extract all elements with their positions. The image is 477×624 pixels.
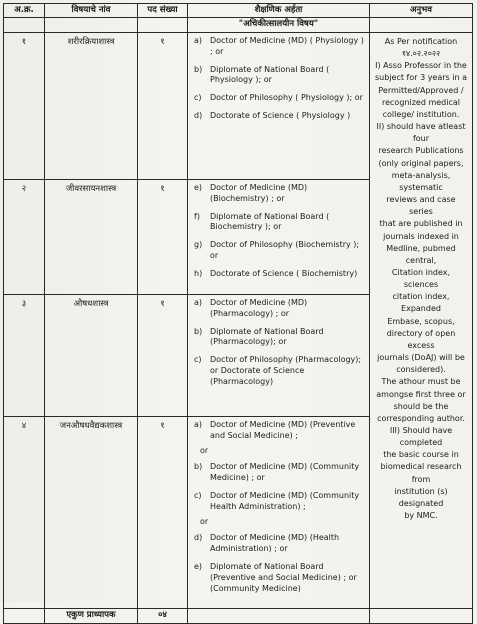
qualification-item — [194, 562, 365, 594]
item-text: Doctor of Medicine (MD) ( Physiology ) ; or — [210, 36, 364, 56]
or-connector: or — [200, 516, 209, 526]
qualification-item — [194, 111, 365, 122]
header-posts: पद संख्या — [138, 4, 188, 18]
header-serial: अ.क्र. — [4, 4, 45, 18]
experience-line: institution (s) designated — [394, 486, 448, 508]
qualification-item — [194, 269, 365, 280]
post-count: १ — [138, 417, 188, 609]
header-row — [4, 4, 473, 18]
header-experience: अनुभव — [370, 4, 473, 18]
qualification-item — [194, 183, 365, 205]
item-marker: d) — [194, 533, 203, 543]
experience-line: I) Asso Professor in the — [375, 61, 467, 71]
qualification-item — [194, 36, 365, 58]
item-marker: b) — [194, 326, 203, 336]
subheading-row — [4, 18, 473, 33]
qualification-item — [194, 212, 365, 234]
item-marker: a) — [194, 420, 203, 429]
qualification-item — [194, 65, 365, 87]
subject-name: औषधशास्त्र — [45, 295, 138, 417]
item-marker: c) — [194, 490, 202, 500]
item-text: Doctorate of Science ( Biochemistry) — [210, 268, 358, 278]
item-marker: e) — [194, 183, 203, 192]
item-text: Diplomate of National Board (Pharmacology); or — [210, 326, 324, 347]
item-marker: c) — [194, 93, 202, 103]
item-text: Doctor of Philosophy (Pharmacology); or Doctorate of Science (Pharmacology) — [210, 355, 362, 386]
experience-line: Medline, pubmed central, — [386, 243, 456, 265]
experience-line: III) Should have completed — [389, 426, 453, 448]
item-text: Doctor of Medicine (MD) (Preventive and Social Medicine) ; — [210, 420, 356, 440]
item-marker: e) — [194, 561, 203, 571]
post-count: १ — [138, 180, 188, 295]
subject-name: शरीरक्रियाशास्त्र — [45, 33, 138, 180]
experience-line: subject for 3 years in a — [374, 73, 467, 83]
item-marker: a) — [194, 298, 203, 307]
or-connector: or — [200, 445, 209, 455]
item-text: Doctor of Medicine (MD) (Community Medicine) ; or — [210, 462, 360, 483]
experience-line: the basic course in — [383, 450, 459, 460]
qualification-item — [194, 355, 365, 387]
experience-line: citation index, Expanded — [392, 292, 450, 314]
experience-line: The athour must be — [381, 377, 461, 387]
experience-line: Permitted/Approved / — [378, 85, 464, 95]
experience-line: journals (DoAJ) will be — [377, 353, 465, 363]
experience-line: research Publications — [378, 146, 464, 156]
experience-line: Citation index, sciences — [391, 267, 451, 290]
item-text: Doctor of Medicine (MD) (Biochemistry) ; or — [210, 183, 308, 203]
header-subject: विषयाचे नांव — [45, 4, 138, 18]
qualification-table — [3, 3, 473, 624]
qualification-item — [194, 93, 365, 104]
item-text: Doctor of Medicine (MD) (Community Health Administration) ; — [210, 490, 360, 511]
qualification-item — [194, 491, 365, 513]
experience-line: corresponding author. — [377, 413, 465, 423]
serial-number: १ — [4, 33, 45, 180]
qualification-list — [188, 180, 370, 295]
subject-name: जीवरसायनशास्त्र — [45, 180, 138, 295]
item-marker: d) — [194, 110, 203, 120]
item-text: Doctorate of Science ( Physiology ) — [210, 110, 351, 120]
item-text: Doctor of Philosophy ( Physiology ); or — [210, 93, 363, 103]
experience-line: that are published in — [379, 219, 463, 229]
experience-line: journals indexed in — [383, 231, 459, 241]
experience-line: considered). — [396, 365, 446, 375]
item-text: Diplomate of National Board (Preventive and Social Medicine) ; or (Community Medicine) — [210, 561, 357, 593]
experience-line: १४.०२.२०२२ — [401, 49, 441, 59]
experience-line: As Per notification — [384, 37, 458, 46]
experience-line: recognized medical — [382, 97, 460, 107]
item-text: Diplomate of National Board ( Physiology ); or — [210, 64, 330, 85]
item-marker: a) — [194, 36, 203, 45]
item-marker: c) — [194, 355, 202, 365]
qualification-list — [188, 417, 370, 609]
experience-line: (only original papers, — [378, 158, 464, 168]
qualification-item — [194, 420, 365, 442]
serial-number: २ — [4, 180, 45, 295]
qualification-item — [194, 298, 365, 320]
serial-number: ४ — [4, 417, 45, 609]
experience-line: biomedical research from — [380, 462, 462, 484]
experience-line: college/ institution. — [382, 109, 460, 119]
experience-line: amongse first three or — [376, 389, 466, 399]
header-qualification: शैक्षणिक अर्हता — [188, 4, 370, 18]
total-value: ०४ — [138, 609, 188, 624]
item-marker: h) — [194, 268, 203, 278]
qualification-list — [188, 295, 370, 417]
qualification-item — [194, 533, 365, 555]
qualification-item — [194, 240, 365, 262]
post-count: १ — [138, 295, 188, 417]
experience-line: Embase, scopus, — [387, 316, 455, 326]
item-text: Doctor of Medicine (MD) (Health Administration) ; or — [210, 533, 340, 554]
item-text: Diplomate of National Board ( Biochemistry ); or — [210, 211, 330, 232]
experience-line: directory of open excess — [386, 328, 456, 350]
item-marker: g) — [194, 240, 203, 250]
qualification-item — [194, 462, 365, 484]
serial-number: ३ — [4, 295, 45, 417]
total-row — [4, 609, 473, 624]
post-count: १ — [138, 33, 188, 180]
item-text: Doctor of Medicine (MD) (Pharmacology) ; or — [210, 298, 308, 318]
experience-line: meta-analysis, systematic — [391, 170, 451, 192]
item-marker: b) — [194, 462, 203, 472]
item-marker: b) — [194, 64, 203, 74]
qualification-item — [194, 327, 365, 349]
experience-notes — [370, 33, 473, 609]
table-row — [4, 33, 473, 180]
item-text: Doctor of Philosophy (Biochemistry ); or — [210, 240, 360, 260]
item-marker: f) — [194, 211, 200, 221]
qualification-list — [188, 33, 370, 180]
experience-line: II) should have atleast four — [376, 122, 466, 144]
experience-line: by NMC. — [404, 511, 438, 521]
subject-name: जनऔषधवैद्यकशास्त्र — [45, 417, 138, 609]
total-label: एकुण प्राध्यापक — [45, 609, 138, 624]
experience-line: should be the — [393, 401, 449, 411]
section-subheading: "अचिकीत्सालयीन विषय" — [188, 18, 370, 33]
experience-line: reviews and case series — [386, 195, 456, 217]
